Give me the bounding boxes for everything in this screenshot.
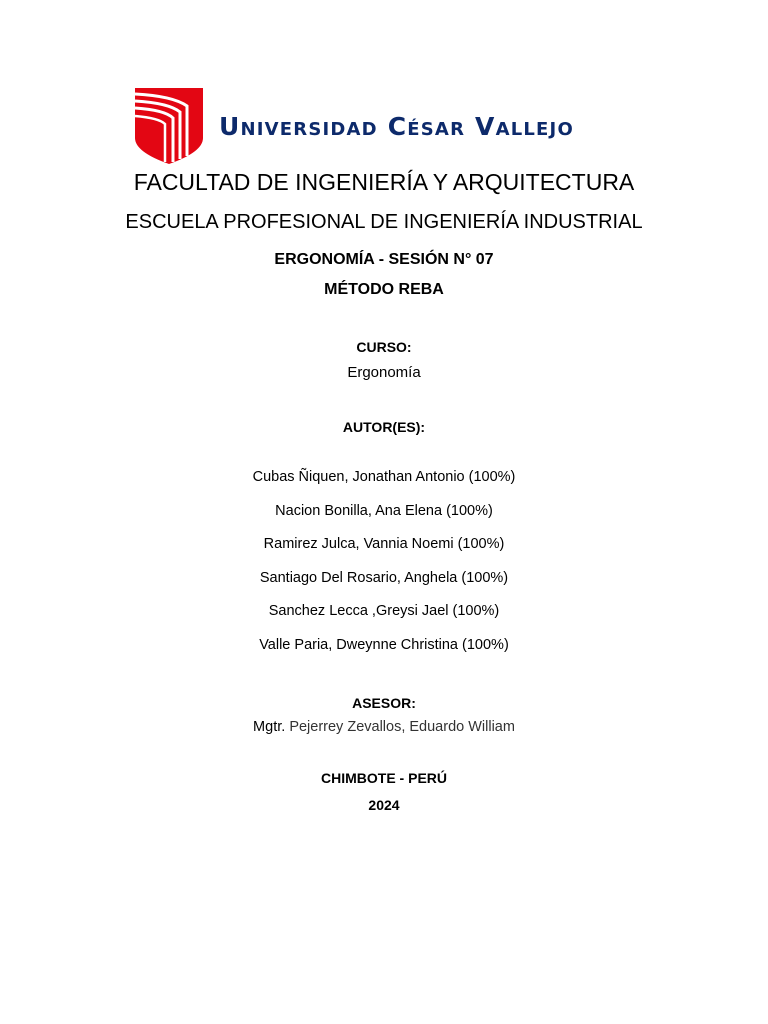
location: CHIMBOTE - PERÚ — [321, 770, 447, 786]
school-title: ESCUELA PROFESIONAL DE INGENIERÍA INDUSTRIAL — [125, 211, 643, 233]
authors-label: AUTOR(ES): — [342, 419, 426, 435]
author-item: Valle Paria, Dweynne Christina (100%) — [259, 636, 509, 653]
university-logo — [133, 86, 653, 168]
author-item: Nacion Bonilla, Ana Elena (100%) — [275, 502, 493, 519]
advisor-title: Mgtr. — [253, 719, 286, 735]
advisor-line — [0, 719, 768, 735]
author-item: Sanchez Lecca ,Greysi Jael (100%) — [268, 603, 500, 620]
advisor-label: ASESOR: — [352, 695, 416, 711]
method-title: MÉTODO REBA — [324, 281, 444, 298]
university-name: Universidad César Vallejo — [219, 112, 574, 141]
faculty-title: FACULTAD DE INGENIERÍA Y ARQUITECTURA — [133, 169, 635, 195]
author-item: Ramirez Julca, Vannia Noemi (100%) — [263, 536, 505, 553]
course-label: CURSO: — [356, 339, 412, 355]
authors-list — [0, 468, 768, 670]
course-value: Ergonomía — [347, 364, 421, 381]
university-shield-logo-icon — [133, 86, 205, 166]
year: 2024 — [368, 797, 400, 813]
advisor-name: Pejerrey Zevallos, Eduardo William — [289, 719, 515, 735]
author-item: Cubas Ñiquen, Jonathan Antonio (100%) — [252, 469, 516, 485]
author-item: Santiago Del Rosario, Anghela (100%) — [259, 569, 509, 586]
session-title: ERGONOMÍA - SESIÓN N° 07 — [274, 251, 494, 268]
